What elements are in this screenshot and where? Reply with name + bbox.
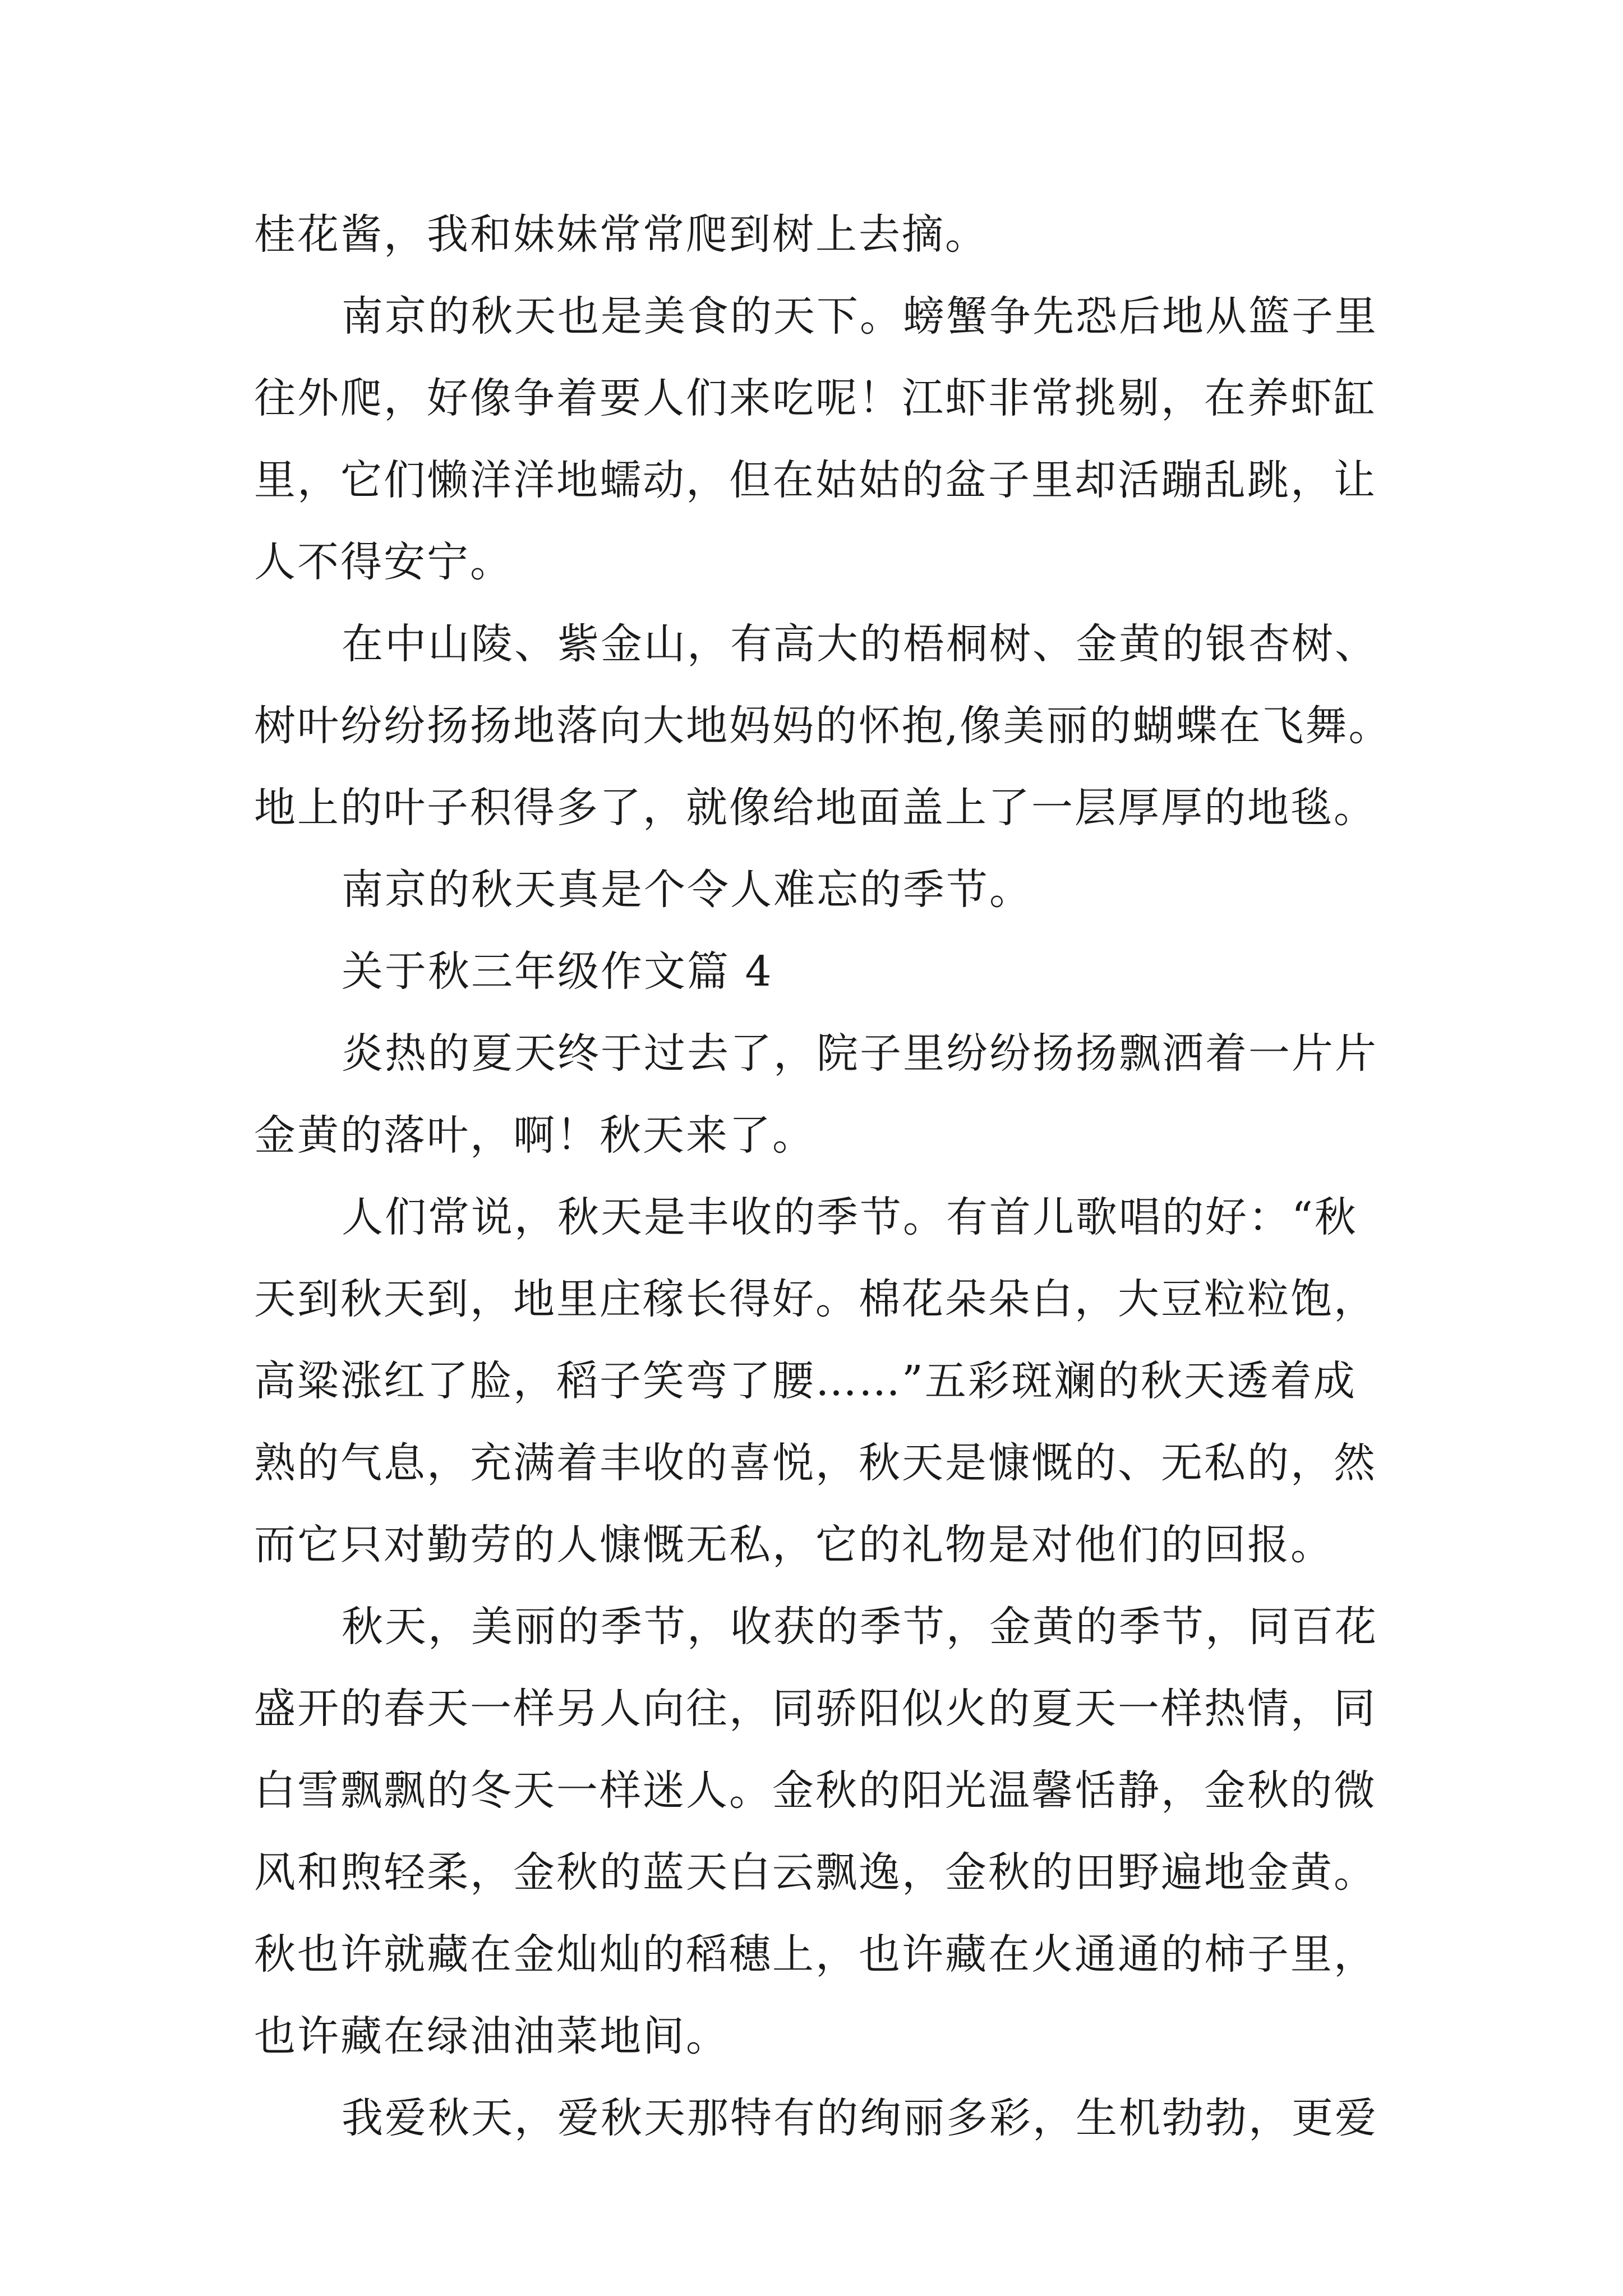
paragraph: 南京的秋天也是美食的天下。螃蟹争先恐后地从篮子里往外爬，好像争着要人们来吃呢！江虾非常挑剔，在养虾缸里，它们懒洋洋地蠕动，但在姑姑的盆子里却活蹦乱跳，让人不得安宁。 [254, 292, 1378, 586]
paragraph: 在中山陵、紫金山，有高大的梧桐树、金黄的银杏树、树叶纷纷扬扬地落向大地妈妈的怀抱,像美丽的蝴蝶在飞舞。地上的叶子积得多了，就像给地面盖上了一层厚厚的地毯。 [254, 620, 1392, 832]
paragraph: 南京的秋天真是个令人难忘的季节。 [342, 866, 1032, 914]
section-heading: 关于秋三年级作文篇 4 [342, 947, 773, 996]
document-body [254, 194, 1398, 2159]
paragraph: 炎热的夏天终于过去了，院子里纷纷扬扬飘洒着一片片金黄的落叶，啊！秋天来了。 [254, 1029, 1378, 1159]
paragraph: 人们常说，秋天是丰收的季节。有首儿歌唱的好：“秋天到秋天到，地里庄稼长得好。棉花朵朵白，大豆粒粒饱，高粱涨红了脸，稻子笑弯了腰……”五彩斑斓的秋天透着成熟的气息，充满着丰收的喜悦，秋天是慷慨的、无私的，然而它只对勤劳的人慷慨无私，它的礼物是对他们的回报。 [254, 1193, 1377, 1569]
paragraph: 我爱秋天，爱秋天那特有的绚丽多彩，生机勃勃，更爱 [342, 2094, 1378, 2142]
paragraph: 桂花酱，我和妹妹常常爬到树上去摘。 [254, 210, 988, 259]
paragraph: 秋天，美丽的季节，收获的季节，金黄的季节，同百花盛开的春天一样另人向往，同骄阳似火的夏天一样热情，同白雪飘飘的冬天一样迷人。金秋的阳光温馨恬静，金秋的微风和煦轻柔，金秋的蓝天白云飘逸，金秋的田野遍地金黄。秋也许就藏在金灿灿的稻穗上，也许藏在火通通的柿子里，也许藏在绿油油菜地间。 [254, 1603, 1378, 2060]
